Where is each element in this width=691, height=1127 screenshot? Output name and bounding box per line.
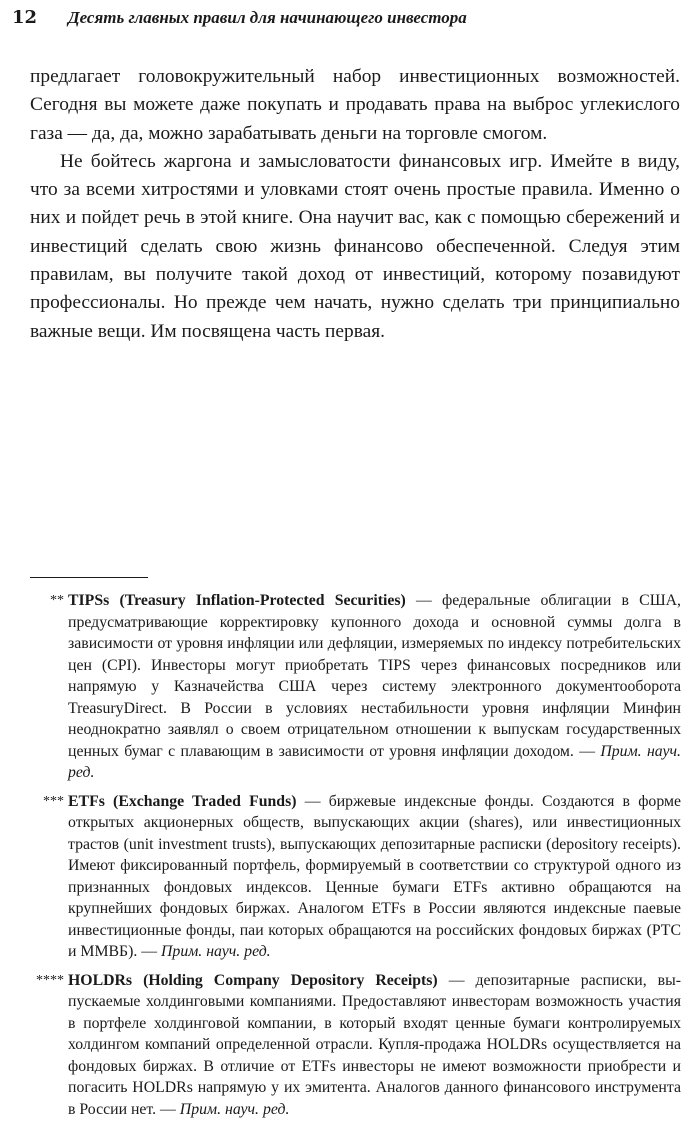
paragraph-continued: предлагает головокружительный набор инвестиционных возможностей. Сегодня вы можете даже покупать и продавать права на выброс углекислого газа — да, да, можно зарабатывать деньги на торговле смогом. [30,66,680,144]
footnote-tips [30,590,681,784]
page-number: 12 [12,7,38,28]
footnote-term: HOLDRs (Holding Company Depository Receipts) [68,971,438,989]
footnote-separator [30,577,148,578]
editor-note: Прим. науч. ред. [161,943,271,960]
running-title: Десять главных правил для начинающего инвестора [68,8,467,27]
page-header [12,6,679,32]
footnote-marker: ** [50,593,64,608]
footnote-term: TIPSs (Treasury Inflation-Protected Securities) [68,592,406,609]
footnote-etfs [30,791,681,963]
editor-note: Прим. науч. ред. [179,1100,290,1118]
editor-note: Прим. науч. ред. [68,742,681,781]
footnote-marker: **** [36,972,64,988]
footnote-marker: *** [43,793,64,809]
footnote-text: — биржевые индексные фонды. Создаются в форме открытых акционерных обществ, выпускающих акции (shares), или инвестиционных трастов (unit investment trusts), выпускающих депозитарные расписки (depository receipts). Имеют фиксированный портфель, формируемый в соответствии со структурой одного из признанных фондовых индексов. Ценные бумаги ETFs активно обращаются на крупнейших фондовых биржах. Аналогом ETFs в России являются индексные паевые инвестиционные фонды, паи которых обращаются на российских фондовых биржах (РТС и ММВБ). — [68,792,682,960]
footnote-holdrs [30,970,681,1121]
footnote-term: ETFs (Exchange Traded Funds) [68,792,297,810]
footnote-text: — федеральные облигации в США, предусматривающие корректировку купонного дохода и основной суммы долга в зависимости от уровня инфляции или дефляции, измеряемых по индексу потребительских цен (CPI). Инвесторы могут приобретать TIPS через финансовых посредников или напрямую у Казначейства США через систему электронного документооборота TreasuryDirect. В России в условиях нестабильности уровня инфляции Минфин неоднократно заявлял о своем отрицательном отношении к выпускам государственных ценных бумаг с плавающим в зависимости от уровня инфляции доходом. — [68,592,681,760]
main-text [30,63,680,346]
paragraph: Не бойтесь жаргона и замысловатости финансовых игр. Имейте в виду, что за всеми хитростями и уловками стоят очень простые правила. Именно о них и пойдет речь в этой книге. Она научит вас, как с помощью сбережений и инвестиций сделать свою жизнь финансово обеспеченной. Следуя этим правилам, вы получите такой доход от инвестиций, которому позавидуют профессионалы. Но прежде чем начать, нужно сделать три принципиально важные вещи. Им посвящена часть первая. [30,150,680,342]
footnotes [30,590,681,1127]
footnote-text: — депозитарные расписки, выпускаемые холдинговыми компаниями. Предоставляют инвесторам возможность участия в портфеле холдинговой компании, в который входят ценные бумаги контролируемых холдингом компаний определенной отрасли. Купля-продажа HOLDRs осуществляется на фондовых биржах. В отличие от ETFs инвесторы не имеют возможности приобрести и погасить HOLDRs напрямую у их эмитента. Аналогов данного финансового инструмента в России нет. — [68,971,681,1118]
